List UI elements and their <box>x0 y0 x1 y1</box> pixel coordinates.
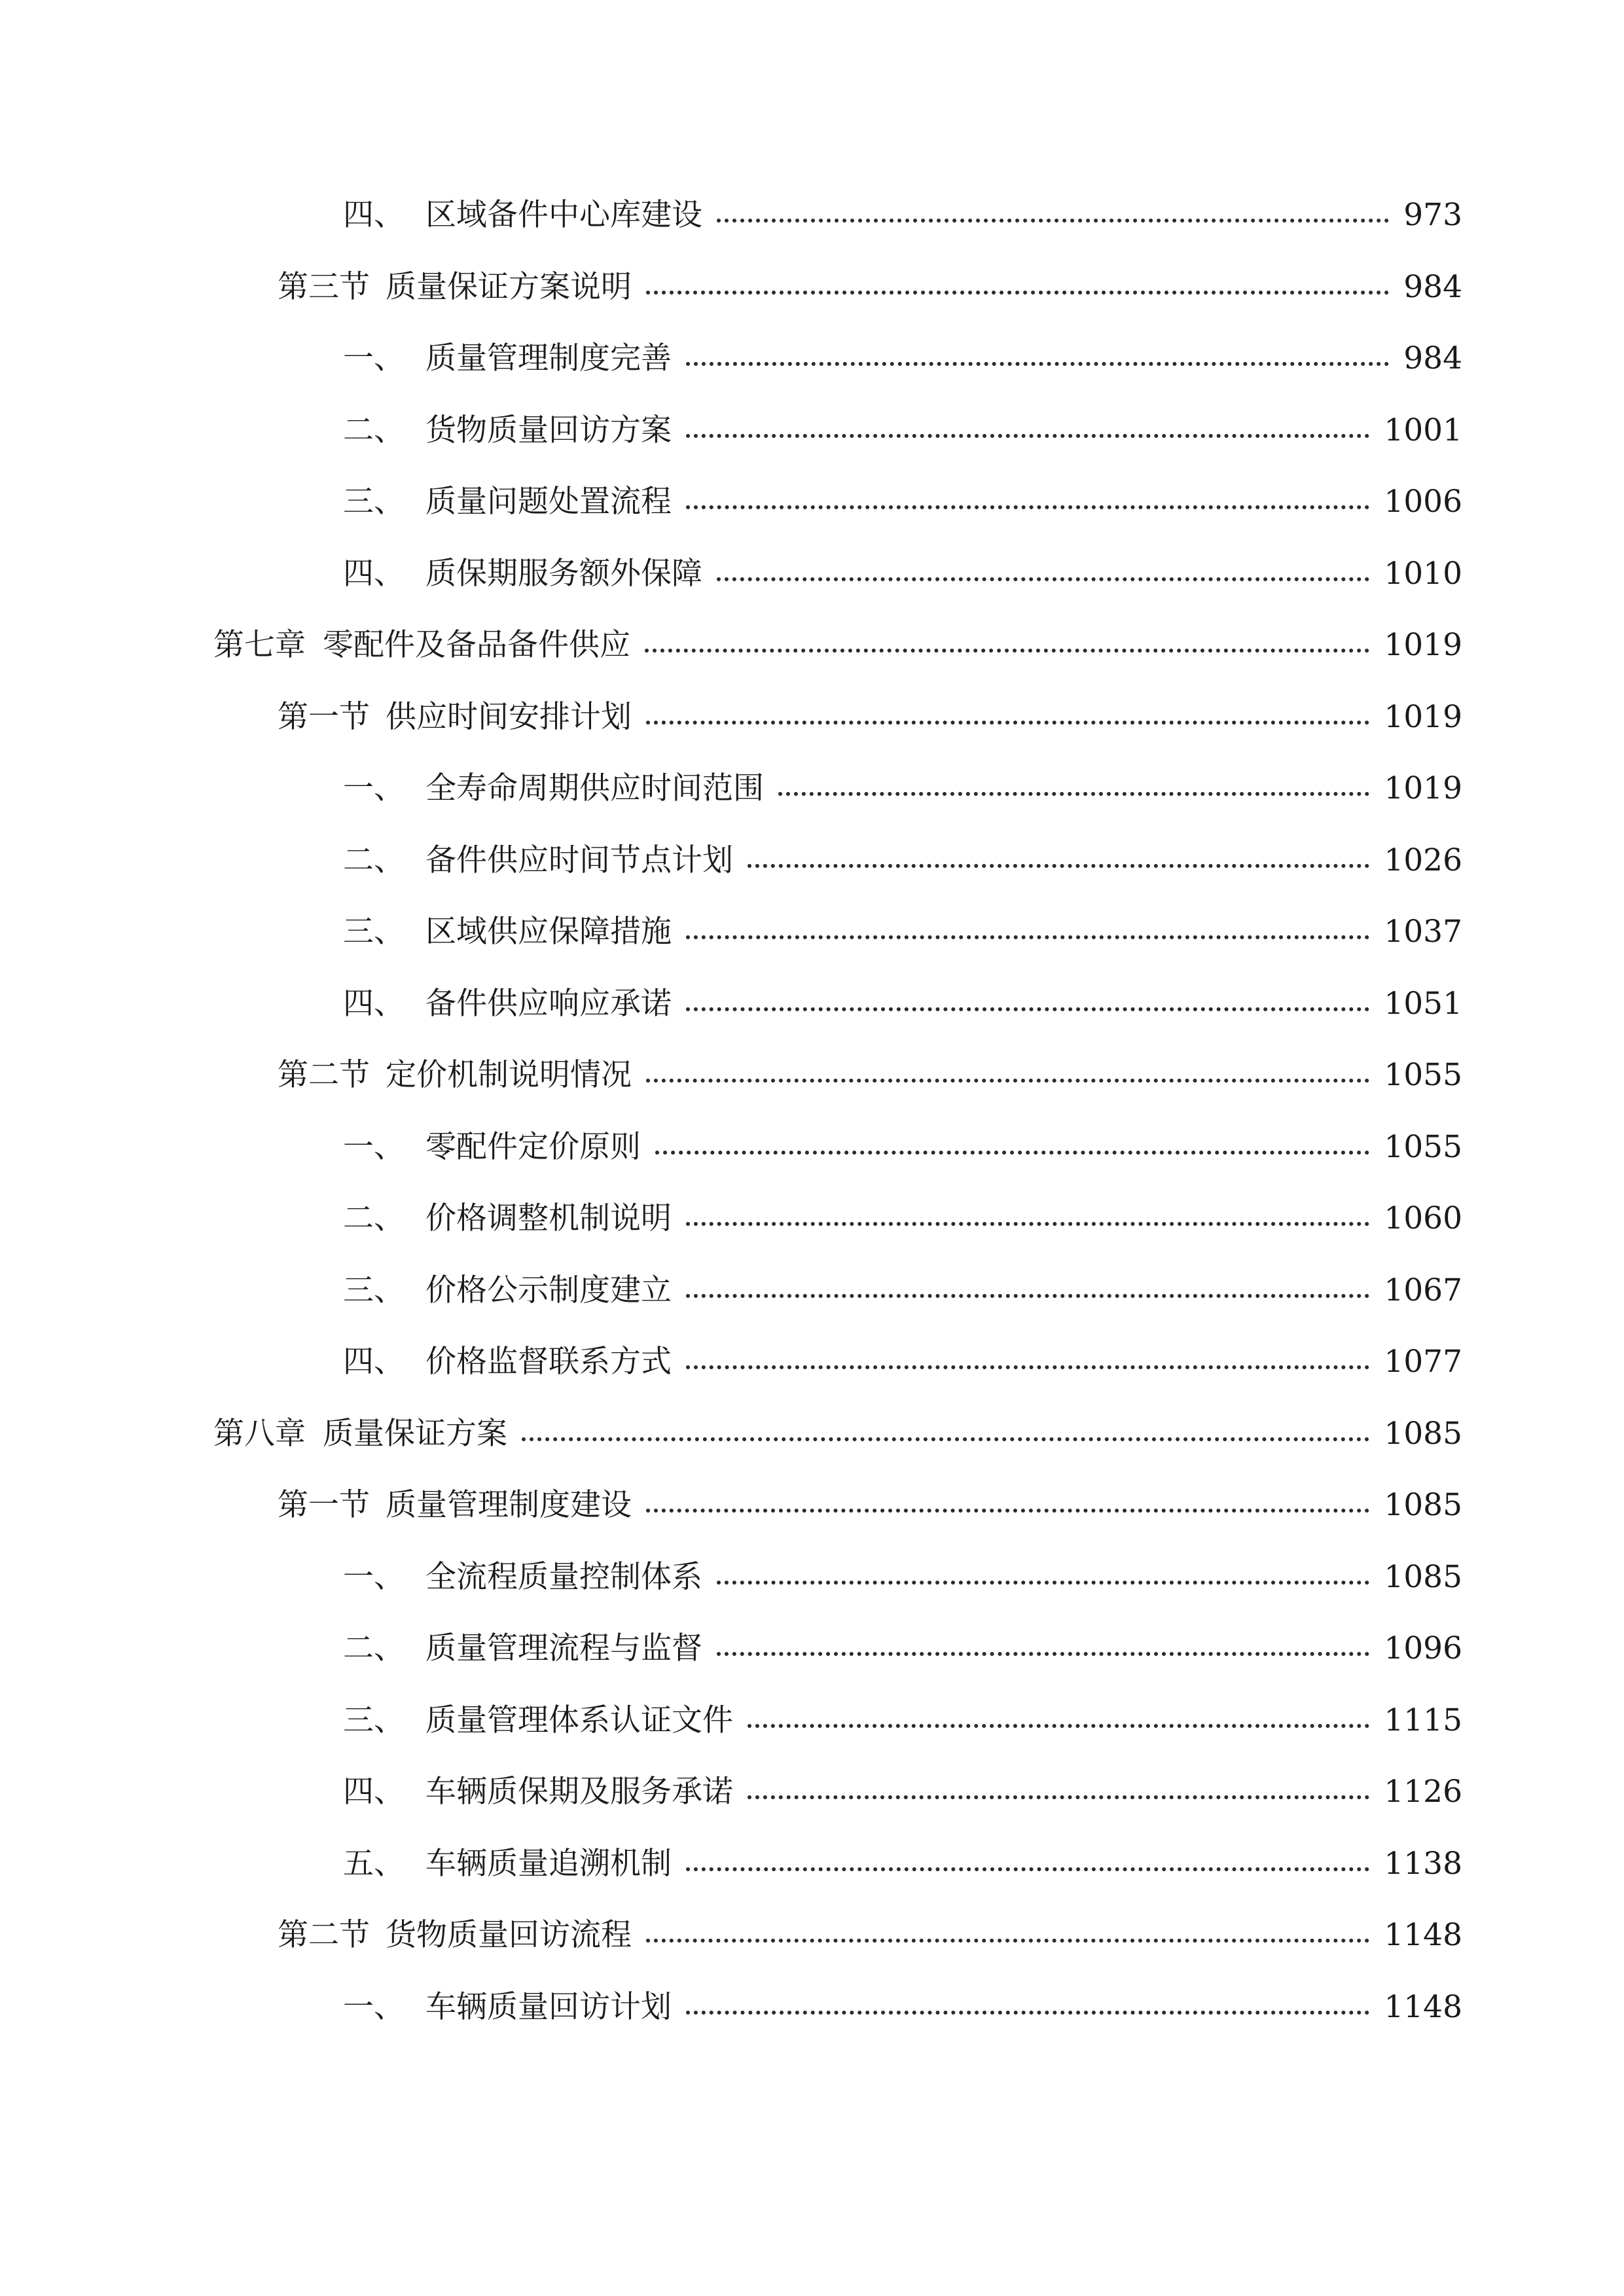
toc-entry-title: 供应时间安排计划 <box>386 698 632 735</box>
toc-entry-number: 五、 <box>343 1845 405 1882</box>
toc-entry-number: 第三节 <box>278 268 370 305</box>
toc-entry-title: 质量管理体系认证文件 <box>425 1702 733 1738</box>
toc-entry[interactable] <box>0 769 1624 841</box>
toc-entry-title: 全寿命周期供应时间范围 <box>425 770 764 806</box>
toc-entry-page-number: 1067 <box>1384 1272 1462 1308</box>
toc-entry-title: 定价机制说明情况 <box>386 1057 632 1093</box>
toc-entry[interactable] <box>0 1056 1624 1128</box>
toc-entry-page-number: 1026 <box>1384 842 1462 878</box>
toc-entry[interactable] <box>0 554 1624 626</box>
dot-leader <box>686 434 1369 438</box>
dot-leader <box>717 219 1389 223</box>
toc-entry[interactable] <box>0 1701 1624 1773</box>
dot-leader <box>686 2011 1369 2015</box>
toc-entry-page-number: 1126 <box>1384 1774 1462 1810</box>
dot-leader <box>655 1151 1369 1155</box>
dot-leader <box>646 1079 1369 1083</box>
toc-entry-page-number: 1085 <box>1384 1558 1462 1595</box>
toc-entry-title: 车辆质量追溯机制 <box>425 1845 672 1882</box>
toc-entry[interactable] <box>0 841 1624 913</box>
toc-entry-title: 货物质量回访方案 <box>425 412 672 448</box>
toc-entry[interactable] <box>0 411 1624 483</box>
toc-entry-page-number: 1148 <box>1384 1917 1462 1953</box>
toc-entry[interactable] <box>0 1199 1624 1271</box>
toc-entry-page-number: 1001 <box>1384 412 1462 448</box>
dot-leader <box>686 935 1369 939</box>
toc-entry-title: 全流程质量控制体系 <box>425 1558 702 1595</box>
toc-entry-number: 四、 <box>343 985 405 1022</box>
toc-entry-number: 第一节 <box>278 698 370 735</box>
dot-leader <box>748 1724 1369 1728</box>
dot-leader <box>686 1867 1369 1871</box>
toc-entry-number: 四、 <box>343 555 405 592</box>
toc-entry[interactable] <box>0 1629 1624 1701</box>
toc-entry-number: 一、 <box>343 1128 405 1165</box>
toc-entry[interactable] <box>0 1916 1624 1988</box>
toc-entry-number: 一、 <box>343 1988 405 2025</box>
toc-entry-page-number: 973 <box>1403 197 1462 233</box>
toc-entry-title: 车辆质量回访计划 <box>425 1988 672 2025</box>
toc-entry-page-number: 1037 <box>1384 914 1462 950</box>
toc-entry-number: 第一节 <box>278 1487 370 1523</box>
toc-entry[interactable] <box>0 268 1624 340</box>
toc-entry-title: 价格调整机制说明 <box>425 1200 672 1236</box>
toc-entry[interactable] <box>0 1486 1624 1558</box>
toc-entry-number: 四、 <box>343 197 405 233</box>
toc-entry-number: 三、 <box>343 1272 405 1308</box>
toc-entry-page-number: 1019 <box>1384 770 1462 806</box>
toc-entry[interactable] <box>0 626 1624 698</box>
toc-entry-title: 质保期服务额外保障 <box>425 555 702 592</box>
toc-entry[interactable] <box>0 698 1624 770</box>
toc-entry-number: 二、 <box>343 1630 405 1666</box>
toc-entry[interactable] <box>0 1558 1624 1630</box>
toc-entry[interactable] <box>0 1772 1624 1844</box>
dot-leader <box>717 1652 1369 1656</box>
dot-leader <box>686 362 1389 366</box>
toc-entry-page-number: 984 <box>1403 340 1462 376</box>
toc-entry-number: 二、 <box>343 412 405 448</box>
toc-entry[interactable] <box>0 1414 1624 1486</box>
dot-leader <box>522 1437 1369 1441</box>
toc-entry-title: 价格监督联系方式 <box>425 1344 672 1380</box>
toc-entry-page-number: 1096 <box>1384 1630 1462 1666</box>
toc-entry-title: 质量问题处置流程 <box>425 484 672 520</box>
toc-entry[interactable] <box>0 1128 1624 1200</box>
toc-entry-page-number: 1019 <box>1384 627 1462 663</box>
toc-entry-title: 零配件定价原则 <box>425 1128 641 1165</box>
toc-entry-number: 第二节 <box>278 1917 370 1953</box>
toc-entry-page-number: 1085 <box>1384 1487 1462 1523</box>
dot-leader <box>748 864 1369 868</box>
toc-entry-number: 四、 <box>343 1774 405 1810</box>
toc-entry-number: 一、 <box>343 770 405 806</box>
toc-entry-number: 二、 <box>343 842 405 878</box>
dot-leader <box>686 505 1369 509</box>
toc-entry-title: 价格公示制度建立 <box>425 1272 672 1308</box>
dot-leader <box>645 649 1369 653</box>
toc-entry-title: 质量保证方案 <box>323 1415 507 1452</box>
toc-entry-page-number: 1077 <box>1384 1344 1462 1380</box>
toc-entry-page-number: 1138 <box>1384 1845 1462 1882</box>
toc-entry-page-number: 1148 <box>1384 1988 1462 2025</box>
toc-entry-page-number: 984 <box>1403 268 1462 305</box>
toc-entry[interactable] <box>0 1844 1624 1916</box>
toc-entry-page-number: 1051 <box>1384 985 1462 1022</box>
toc-entry[interactable] <box>0 984 1624 1056</box>
toc-entry-number: 第八章 <box>213 1415 306 1452</box>
toc-entry-title: 质量管理制度建设 <box>386 1487 632 1523</box>
toc-entry-page-number: 1055 <box>1384 1057 1462 1093</box>
toc-entry-number: 第七章 <box>213 627 306 663</box>
toc-entry-page-number: 1085 <box>1384 1415 1462 1452</box>
toc-entry-page-number: 1019 <box>1384 698 1462 735</box>
toc-entry-title: 区域备件中心库建设 <box>425 197 702 233</box>
dot-leader <box>646 1509 1369 1513</box>
dot-leader <box>646 1939 1369 1943</box>
toc-entry[interactable] <box>0 482 1624 554</box>
dot-leader <box>717 1581 1369 1585</box>
dot-leader <box>717 577 1369 581</box>
toc-entry[interactable] <box>0 1988 1624 2060</box>
toc-entry-title: 备件供应响应承诺 <box>425 985 672 1022</box>
toc-entry[interactable] <box>0 339 1624 411</box>
toc-entry-title: 备件供应时间节点计划 <box>425 842 733 878</box>
dot-leader <box>646 721 1369 725</box>
toc-entry-page-number: 1055 <box>1384 1128 1462 1165</box>
dot-leader <box>686 1294 1369 1298</box>
toc-entry-number: 四、 <box>343 1344 405 1380</box>
toc-entry-number: 二、 <box>343 1200 405 1236</box>
toc-entry-number: 第二节 <box>278 1057 370 1093</box>
table-of-contents <box>0 196 1624 2059</box>
toc-entry-title: 零配件及备品备件供应 <box>323 627 630 663</box>
dot-leader <box>646 291 1389 295</box>
toc-entry-number: 三、 <box>343 484 405 520</box>
toc-entry-page-number: 1006 <box>1384 484 1462 520</box>
dot-leader <box>778 792 1369 796</box>
toc-entry-number: 三、 <box>343 914 405 950</box>
toc-entry-page-number: 1010 <box>1384 555 1462 592</box>
toc-entry-title: 质量管理流程与监督 <box>425 1630 702 1666</box>
toc-entry-title: 货物质量回访流程 <box>386 1917 632 1953</box>
toc-entry-number: 一、 <box>343 340 405 376</box>
toc-entry[interactable] <box>0 196 1624 268</box>
toc-entry-page-number: 1060 <box>1384 1200 1462 1236</box>
toc-entry[interactable] <box>0 912 1624 984</box>
toc-entry-title: 车辆质保期及服务承诺 <box>425 1774 733 1810</box>
dot-leader <box>686 1007 1369 1011</box>
toc-entry[interactable] <box>0 1271 1624 1343</box>
toc-entry-number: 一、 <box>343 1558 405 1595</box>
toc-entry-page-number: 1115 <box>1384 1702 1462 1738</box>
toc-entry-title: 质量保证方案说明 <box>386 268 632 305</box>
toc-entry-number: 三、 <box>343 1702 405 1738</box>
toc-entry-title: 区域供应保障措施 <box>425 914 672 950</box>
toc-entry[interactable] <box>0 1342 1624 1414</box>
dot-leader <box>686 1222 1369 1226</box>
dot-leader <box>748 1795 1369 1799</box>
dot-leader <box>686 1365 1369 1369</box>
toc-entry-title: 质量管理制度完善 <box>425 340 672 376</box>
